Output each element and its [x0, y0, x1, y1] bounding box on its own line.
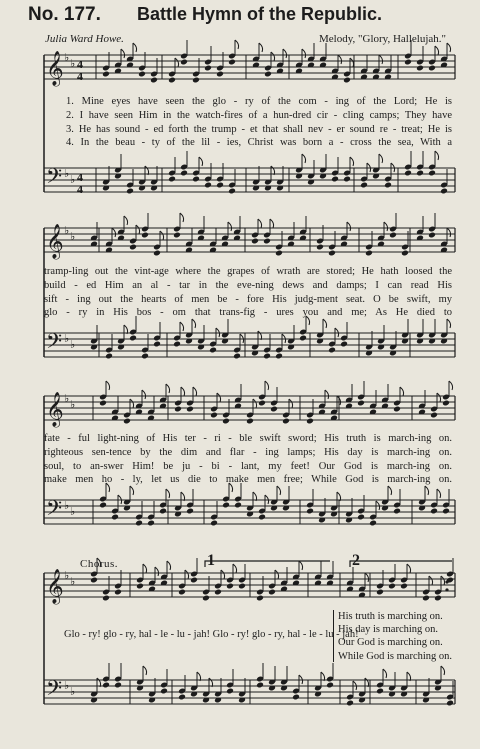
note-flag — [437, 393, 441, 402]
note-head — [270, 406, 278, 413]
flat-icon: ♭ — [64, 569, 70, 582]
note-flag — [259, 43, 263, 52]
chorus-alt-line: His day is marching on. — [338, 624, 439, 636]
note-head — [357, 514, 365, 521]
treble-clef-icon: 𝄞 — [46, 51, 64, 86]
note-head — [343, 77, 351, 84]
note-head — [299, 335, 307, 342]
note-flag — [400, 387, 404, 396]
note-head — [428, 170, 436, 177]
note-head — [389, 232, 397, 239]
note-head — [234, 502, 242, 509]
second-ending-number: 2 — [352, 552, 360, 569]
flat-icon: ♭ — [70, 230, 76, 243]
note-head — [160, 688, 168, 695]
note-head — [430, 508, 438, 515]
note-flag — [142, 390, 146, 399]
note-flag — [112, 228, 116, 237]
note-head — [202, 595, 210, 602]
note-head — [440, 188, 448, 195]
flat-icon: ♭ — [64, 499, 70, 512]
note-head — [258, 400, 266, 407]
note-head — [114, 589, 122, 596]
note-head — [214, 589, 222, 596]
note-flag — [233, 564, 237, 573]
note-head — [168, 176, 176, 183]
note-head — [102, 682, 110, 689]
note-head — [365, 250, 373, 257]
flat-icon: ♭ — [64, 224, 70, 237]
time-signature: 4 — [77, 69, 83, 83]
repeat-dot — [445, 580, 448, 583]
note-head — [141, 232, 149, 239]
note-head — [428, 232, 436, 239]
note-flag — [270, 219, 274, 228]
note-flag — [180, 213, 184, 222]
note-flag — [277, 486, 281, 495]
note-head — [226, 688, 234, 695]
bass-clef-icon: 𝄢 — [46, 329, 63, 358]
note-flag — [383, 669, 387, 678]
note-head — [216, 182, 224, 189]
note-head — [331, 176, 339, 183]
bass-clef-icon: 𝄢 — [46, 676, 63, 705]
note-head — [376, 589, 384, 596]
note-flag — [365, 573, 369, 582]
note-flag — [425, 486, 429, 495]
note-flag — [265, 381, 269, 390]
bass-clef-icon: 𝄢 — [46, 496, 63, 525]
note-flag — [181, 387, 185, 396]
note-flag — [347, 222, 351, 231]
note-head — [416, 65, 424, 72]
note-flag — [180, 322, 184, 331]
note-head — [343, 176, 351, 183]
note-head — [328, 250, 336, 257]
note-head — [430, 412, 438, 419]
note-flag — [289, 399, 293, 408]
note-head — [256, 682, 264, 689]
note-flag — [130, 486, 134, 495]
note-head — [316, 244, 324, 251]
chorus-label: Chorus. — [80, 558, 119, 570]
note-flag — [299, 561, 303, 570]
note-head — [376, 688, 384, 695]
lyric-line: 3. He has sound - ed forth the trump - et that shall nev - er sound re - treat; He is — [66, 124, 452, 135]
note-flag — [235, 40, 239, 49]
note-head — [401, 250, 409, 257]
flat-icon: ♭ — [64, 679, 70, 692]
lyric-line: fate - ful light-ning of His ter - ri - ble swift sword; His truth is march-ing on. — [44, 433, 452, 444]
note-head — [204, 65, 212, 72]
flat-icon: ♭ — [70, 685, 76, 698]
note-head — [228, 188, 236, 195]
note-head — [422, 595, 430, 602]
note-head — [275, 353, 283, 360]
note-flag — [124, 216, 128, 225]
lyric-line: tramp-ling out the vint-age where the grapes of wrath are stored; He hath loosed the — [44, 266, 452, 277]
note-head — [256, 595, 264, 602]
note-head — [204, 182, 212, 189]
note-flag — [121, 49, 125, 58]
note-flag — [441, 576, 445, 585]
note-flag — [447, 319, 451, 328]
lyric-line: sift - ing out the hearts of men be - fore His judg-ment seat. O be swift, my — [44, 294, 452, 305]
note-head — [428, 65, 436, 72]
note-head — [442, 508, 450, 515]
note-head — [186, 508, 194, 515]
melody-credit: Melody, "Glory, Hallelujah." — [319, 33, 446, 45]
first-ending-bracket — [205, 561, 330, 567]
note-head — [159, 508, 167, 515]
note-head — [178, 589, 186, 596]
note-flag — [160, 231, 164, 240]
note-head — [228, 59, 236, 66]
note-flag — [379, 55, 383, 64]
note-head — [180, 170, 188, 177]
lyric-line: build - ed Him an al - tar in the eve-ning dews and damps; I can read His — [44, 280, 452, 291]
note-head — [393, 508, 401, 515]
note-flag — [275, 570, 279, 579]
note-head — [258, 514, 266, 521]
treble-clef-icon: 𝄞 — [46, 224, 64, 259]
note-flag — [130, 399, 134, 408]
note-flag — [133, 43, 137, 52]
note-flag — [217, 393, 221, 402]
note-flag — [350, 58, 354, 67]
flat-icon: ♭ — [70, 575, 76, 588]
note-head — [174, 406, 182, 413]
lyric-line: 2. I have seen Him in the watch-fires of a hun-dred cir - cling camps; They have — [66, 110, 452, 121]
note-flag — [143, 564, 147, 573]
flat-icon: ♭ — [64, 392, 70, 405]
note-flag — [143, 666, 147, 675]
note-flag — [258, 219, 262, 228]
note-head — [129, 335, 137, 342]
flat-icon: ♭ — [70, 57, 76, 70]
note-head — [173, 232, 181, 239]
note-head — [268, 589, 276, 596]
note-head — [123, 418, 131, 425]
note-head — [416, 170, 424, 177]
note-flag — [379, 154, 383, 163]
note-head — [306, 508, 314, 515]
note-head — [251, 238, 259, 245]
note-head — [153, 341, 161, 348]
note-flag — [338, 55, 342, 64]
note-head — [126, 188, 134, 195]
flat-icon: ♭ — [64, 332, 70, 345]
note-flag — [435, 151, 439, 160]
note-head — [306, 418, 314, 425]
note-head — [210, 412, 218, 419]
note-flag — [437, 489, 441, 498]
note-head — [400, 583, 408, 590]
note-flag — [199, 157, 203, 166]
treble-clef-icon: 𝄞 — [46, 569, 64, 604]
note-head — [434, 595, 442, 602]
note-head — [150, 77, 158, 84]
hymn-number: No. 177. — [28, 4, 101, 25]
note-flag — [435, 46, 439, 55]
lyric-line: make men ho - ly, let us die to make men free; While God is march-ing on. — [44, 474, 452, 485]
note-head — [442, 400, 450, 407]
note-flag — [167, 561, 171, 570]
note-head — [209, 347, 217, 354]
note-head — [393, 406, 401, 413]
note-flag — [106, 381, 110, 390]
note-flag — [185, 570, 189, 579]
lyric-line: glo - ry in His bos - om that trans-fig - ures you and me; As He died to — [44, 307, 452, 318]
note-flag — [441, 666, 445, 675]
note-head — [263, 238, 271, 245]
repeat-dot — [445, 588, 448, 591]
note-head — [111, 514, 119, 521]
note-flag — [447, 228, 451, 237]
note-head — [192, 176, 200, 183]
note-flag — [388, 486, 392, 495]
note-head — [357, 400, 365, 407]
lyric-line: 4. In the beau - ty of the lil - ies, Christ was born a - cross the sea, With a — [66, 137, 452, 148]
chorus-alt-line: His truth is marching on. — [338, 611, 443, 622]
note-head — [180, 59, 188, 66]
note-head — [222, 418, 230, 425]
note-head — [136, 583, 144, 590]
note-flag — [429, 576, 433, 585]
treble-clef-icon: 𝄞 — [46, 392, 64, 427]
note-head — [192, 77, 200, 84]
hymn-header — [28, 4, 468, 30]
note-head — [190, 577, 198, 584]
flat-icon: ♭ — [70, 338, 76, 351]
note-flag — [384, 222, 388, 231]
note-head — [222, 502, 230, 509]
note-flag — [271, 52, 275, 61]
note-head — [326, 682, 334, 689]
note-head — [129, 244, 137, 251]
note-head — [238, 583, 246, 590]
chorus-alt-line: Our God is marching on. — [338, 637, 443, 649]
note-flag — [166, 384, 170, 393]
note-head — [263, 353, 271, 360]
note-flag — [221, 570, 225, 579]
note-head — [292, 694, 300, 701]
note-flag — [175, 58, 179, 67]
note-head — [246, 418, 254, 425]
first-ending-number: 1 — [207, 552, 215, 569]
note-head — [346, 700, 354, 707]
lyric-line: righteous sen-tence by the dim and flar - ing lamps; His day is march-ing on. — [44, 447, 452, 458]
note-flag — [192, 319, 196, 328]
note-head — [135, 520, 143, 527]
note-head — [404, 170, 412, 177]
flat-icon: ♭ — [64, 167, 70, 180]
note-head — [105, 353, 113, 360]
note-head — [446, 700, 454, 707]
note-head — [264, 71, 272, 78]
note-head — [388, 583, 396, 590]
note-flag — [325, 390, 329, 399]
note-flag — [283, 49, 287, 58]
note-head — [173, 341, 181, 348]
note-flag — [447, 43, 451, 52]
note-head — [147, 520, 155, 527]
note-head — [404, 59, 412, 66]
note-flag — [449, 381, 453, 390]
note-flag — [407, 564, 411, 573]
note-flag — [323, 319, 327, 328]
note-head — [210, 520, 218, 527]
flat-icon: ♭ — [70, 505, 76, 518]
note-flag — [166, 489, 170, 498]
note-head — [186, 406, 194, 413]
note-head — [90, 577, 98, 584]
note-head — [275, 250, 283, 257]
note-head — [369, 520, 377, 527]
lyric-line: 1. Mine eyes have seen the glo - ry of the com - ing of the Lord; He is — [66, 96, 452, 107]
note-head — [328, 347, 336, 354]
chorus-lyrics: Glo - ry! glo - ry, hal - le - lu - jah! Glo - ry! glo - ry, hal - le - lu - jah! — [64, 629, 359, 640]
second-ending-bracket — [350, 561, 452, 567]
note-head — [384, 182, 392, 189]
note-flag — [136, 225, 140, 234]
note-head — [282, 418, 290, 425]
note-head — [178, 694, 186, 701]
note-head — [138, 71, 146, 78]
bass-clef-icon: 𝄢 — [46, 164, 63, 193]
flat-icon: ♭ — [70, 398, 76, 411]
chorus-alternate-lines — [338, 610, 452, 663]
hymn-title: Battle Hymn of the Republic. — [137, 4, 383, 24]
author-credit: Julia Ward Howe. — [45, 33, 124, 45]
note-flag — [350, 157, 354, 166]
note-flag — [155, 567, 159, 576]
time-signature: 4 — [77, 182, 83, 196]
note-head — [99, 400, 107, 407]
flat-icon: ♭ — [70, 173, 76, 186]
note-head — [102, 595, 110, 602]
note-head — [141, 353, 149, 360]
note-flag — [193, 387, 197, 396]
lyric-line: soul, to an-swer Him! be ju - bi - lant, my feet! Our God is march-ing on. — [44, 461, 452, 472]
note-head — [340, 341, 348, 348]
time-signature: 4 — [77, 170, 83, 184]
note-head — [102, 71, 110, 78]
note-flag — [302, 154, 306, 163]
note-head — [114, 682, 122, 689]
note-head — [168, 77, 176, 84]
note-flag — [253, 399, 257, 408]
note-head — [153, 250, 161, 257]
note-flag — [302, 49, 306, 58]
note-flag — [228, 222, 232, 231]
flat-icon: ♭ — [64, 51, 70, 64]
note-head — [233, 353, 241, 360]
note-head — [216, 71, 224, 78]
note-head — [360, 182, 368, 189]
note-head — [99, 502, 107, 509]
time-signature: 4 — [77, 57, 83, 71]
chorus-alt-line: While God is marching on. — [338, 650, 453, 662]
note-head — [226, 583, 234, 590]
